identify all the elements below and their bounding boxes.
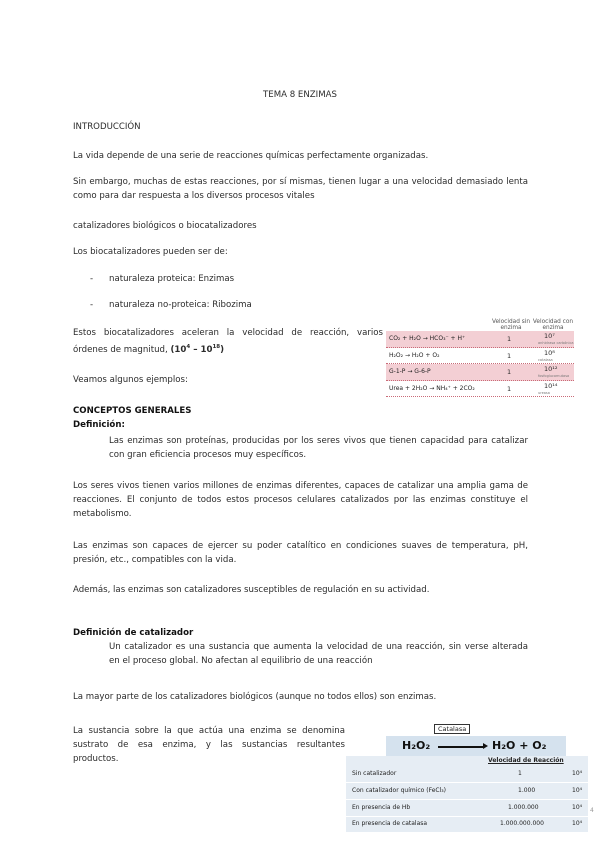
catalase-row	[346, 800, 588, 817]
speed-value: 1	[518, 770, 522, 777]
paragraph-11: La sustancia sobre la que actúa una enzima se denomina sustrato de esa enzima, y las sustancias resultantes productos.	[73, 726, 345, 764]
paragraph-2: Sin embargo, muchas de estas reacciones, por sí mismas, tienen lugar a una velocidad demasiado lenta como para dar respuesta a los diversos procesos vitales	[73, 177, 528, 201]
paragraph-5	[73, 326, 383, 357]
paragraph-5-text: Estos biocatalizadores aceleran la velocidad de reacción, varios órdenes de magnitud,	[73, 328, 383, 355]
def-catalizador-heading: Definición de catalizador	[73, 628, 194, 638]
catalase-equation	[386, 736, 566, 756]
speed-ref: 10⁴	[572, 804, 583, 811]
paren-open: (	[170, 344, 175, 355]
reaction-row	[386, 348, 574, 365]
mag-base-2: 10	[200, 344, 213, 355]
paragraph-3: catalizadores biológicos o biocatalizadores	[73, 221, 257, 231]
paragraph-7: Los seres vivos tienen varios millones de enzimas diferentes, capaces de catalizar una amplia gama de reacciones. El conjunto de todos estos procesos celulares catalizados por las enzimas constituye el metabolismo.	[73, 481, 528, 519]
catalase-label: Catalasa	[434, 724, 470, 734]
list-bullet: -	[90, 300, 94, 310]
reaction-table-header	[386, 319, 574, 331]
speed-value: 1.000	[518, 787, 536, 794]
definicion-heading: Definición:	[73, 420, 125, 430]
reaction-formula: G-1-P → G-6-P	[389, 368, 431, 375]
enzyme-note: ureasa	[538, 390, 550, 395]
condition: En presencia de catalasa	[352, 820, 428, 827]
speed-with: 10⁷	[544, 332, 555, 340]
mag-dash: –	[190, 344, 201, 355]
list-item-ribozima: naturaleza no-proteica: Ribozima	[109, 300, 252, 310]
def-catalizador-text: Un catalizador es una sustancia que aumenta la velocidad de una reacción, sin verse alterada en el proceso global. No afectan al equilibrio de una reacción	[109, 642, 528, 666]
speed-without: 1	[507, 351, 512, 360]
paragraph-1: La vida depende de una serie de reacciones químicas perfectamente organizadas.	[73, 151, 429, 161]
page-title: TEMA 8 ENZIMAS	[263, 90, 337, 100]
speed-with: 10¹⁴	[544, 381, 558, 390]
enzyme-note: catalasa	[538, 357, 553, 362]
speed-ref: 10⁴	[572, 787, 583, 794]
speed-ref: 10⁴	[572, 820, 583, 827]
speed-without: 1	[507, 384, 512, 393]
list-item-enzimas: naturaleza proteica: Enzimas	[109, 274, 235, 284]
enzyme-note: fosfoglucomutasa	[538, 374, 570, 378]
reaction-formula: CO₂ + H₂O → HCO₃⁻ + H⁺	[389, 335, 466, 342]
reaction-speed-table	[386, 319, 574, 397]
reaction-arrow-icon	[438, 746, 484, 748]
catalase-figure	[346, 722, 588, 832]
reaction-row	[386, 364, 574, 381]
paragraph-10: La mayor parte de los catalizadores biológicos (aunque no todos ellos) son enzimas.	[73, 692, 437, 702]
catalase-row	[346, 783, 588, 800]
catalase-row	[346, 766, 588, 783]
mag-base-1: 10	[174, 344, 187, 355]
speed-without: 1	[507, 368, 512, 376]
page-mark: 4	[590, 807, 594, 814]
speed-without: 1	[507, 335, 512, 343]
intro-heading: INTRODUCCIÓN	[73, 122, 141, 132]
enzyme-note: anhidrasa carbónica	[538, 341, 574, 345]
reaction-formula: Urea + 2H₂O → NH₄⁺ + 2CO₂	[389, 384, 475, 392]
mag-exp-2: 18	[212, 344, 221, 350]
condition: Con catalizador químico (FeCl₃)	[352, 787, 447, 794]
magnitude-range	[170, 345, 224, 355]
catalase-table-header: Velocidad de Reacción	[488, 757, 564, 764]
col-without-enzyme: Velocidad sin enzima	[491, 319, 531, 331]
list-bullet: -	[90, 274, 94, 284]
reaction-row	[386, 381, 574, 398]
speed-value: 1.000.000.000	[500, 820, 544, 827]
products: H₂O + O₂	[492, 739, 547, 752]
mag-exp-1: 4	[186, 344, 191, 350]
reaction-formula: H₂O₂ → H₂O + O₂	[389, 351, 440, 359]
paren-close: )	[220, 344, 225, 355]
speed-with: 10¹²	[544, 365, 558, 373]
conceptos-heading: CONCEPTOS GENERALES	[73, 406, 192, 416]
catalase-table	[346, 756, 588, 832]
reaction-row	[386, 331, 574, 348]
paragraph-4: Los biocatalizadores pueden ser de:	[73, 247, 228, 257]
paragraph-9: Además, las enzimas son catalizadores susceptibles de regulación en su actividad.	[73, 585, 430, 595]
condition: En presencia de Hb	[352, 804, 411, 811]
speed-with: 10⁸	[544, 348, 555, 357]
paragraph-6: Veamos algunos ejemplos:	[73, 375, 188, 385]
reactant: H₂O₂	[402, 739, 431, 752]
speed-value: 1.000.000	[508, 804, 539, 811]
catalase-row	[346, 816, 588, 833]
speed-ref: 10⁴	[572, 770, 583, 777]
definition-text: Las enzimas son proteínas, producidas por los seres vivos que tienen capacidad para catalizar con gran eficiencia procesos muy específicos.	[109, 436, 528, 460]
condition: Sin catalizador	[352, 770, 397, 777]
paragraph-8: Las enzimas son capaces de ejercer su poder catalítico en condiciones suaves de temperatura, pH, presión, etc., compatibles con la vida.	[73, 541, 528, 565]
col-with-enzyme: Velocidad con enzima	[532, 319, 574, 331]
